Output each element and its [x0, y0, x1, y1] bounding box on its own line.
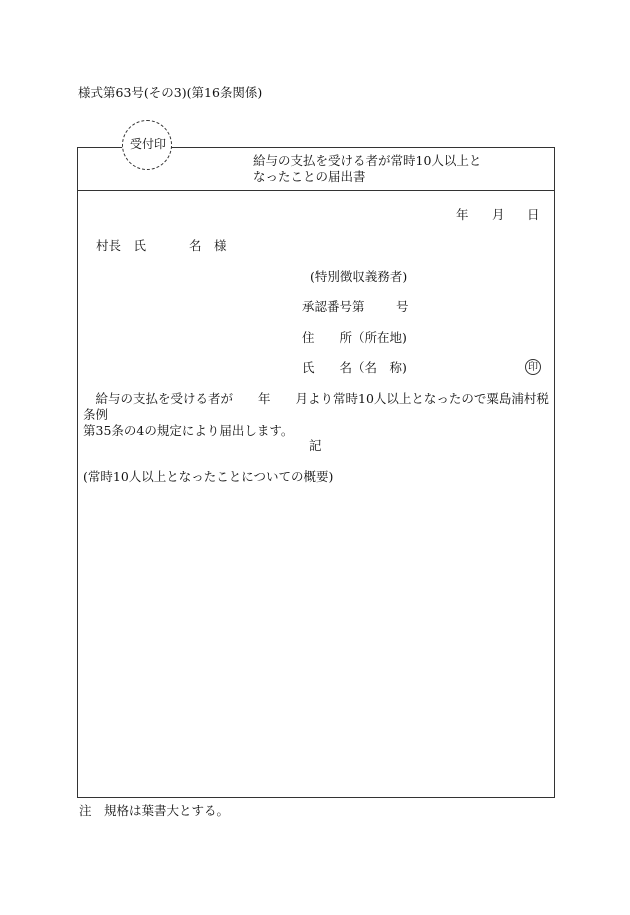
seal-icon: 印 [525, 359, 541, 375]
obligor-label: (特別徴収義務者) [310, 269, 408, 284]
date-month: 月 [492, 207, 505, 222]
note-heading: 記 [309, 438, 322, 453]
addressee-name: 名 様 [189, 238, 227, 253]
name-label: 氏 名（名 称) [302, 360, 407, 375]
body-line-2: 第35条の4の規定により届出します。 [83, 423, 294, 438]
date-year: 年 [456, 207, 469, 222]
form-reference: 様式第63号(その3)(第16条関係) [78, 85, 263, 100]
document-title-line-1: 給与の支払を受ける者が常時10人以上と [253, 153, 482, 168]
body-text [83, 391, 553, 439]
body-line-1: 給与の支払を受ける者が 年 月より常時10人以上となったので粟島浦村税条例 [83, 391, 549, 422]
addressee-title: 村長 氏 [96, 238, 147, 253]
header-divider [77, 190, 555, 191]
address-label: 住 所（所在地) [302, 330, 407, 345]
reception-stamp-label: 受付印 [130, 137, 167, 151]
summary-label: (常時10人以上となったことについての概要) [83, 469, 334, 484]
footnote: 注 規格は葉書大とする。 [79, 803, 230, 818]
approval-number-label: 承認番号第 [302, 299, 365, 314]
document-title-line-2: なったことの届出書 [253, 169, 366, 184]
date-day: 日 [527, 207, 540, 222]
approval-number-suffix: 号 [396, 299, 409, 314]
